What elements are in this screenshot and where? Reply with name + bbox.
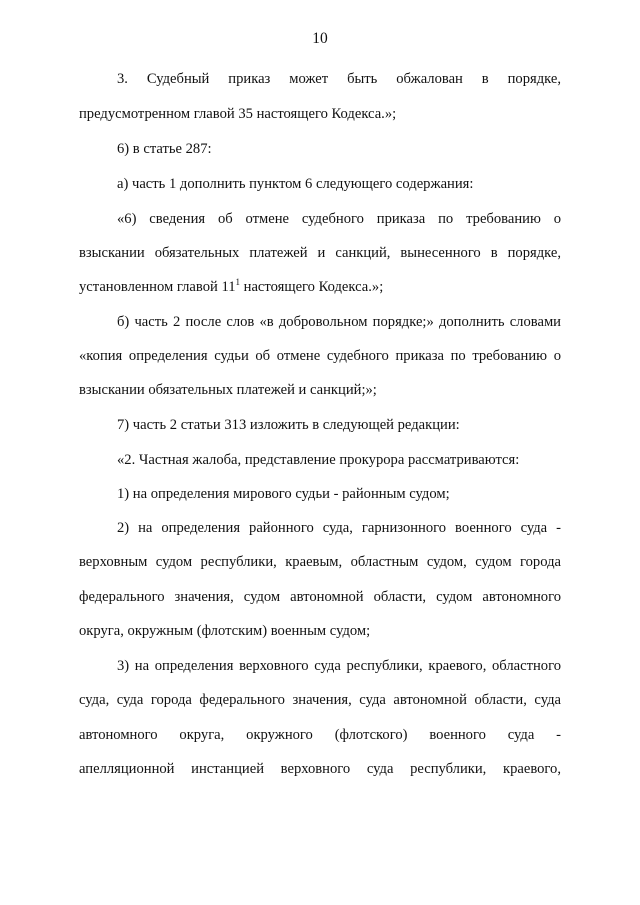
- text-line: предусмотренном главой 35 настоящего Кодекса.»;: [79, 106, 397, 122]
- text-line: [79, 278, 561, 296]
- text-line: 3. Судебный приказ может быть обжалован в порядке,: [117, 71, 561, 87]
- text-line: 7) часть 2 статьи 313 изложить в следующей редакции:: [117, 417, 460, 433]
- text-line: а) часть 1 дополнить пунктом 6 следующего содержания:: [117, 176, 474, 192]
- text-line: взыскании обязательных платежей и санкций, вынесенного в порядке,: [79, 245, 561, 261]
- text-line: верховным судом республики, краевым, областным судом, судом города: [79, 554, 561, 570]
- text-line: «6) сведения об отмене судебного приказа по требованию о: [117, 211, 561, 227]
- text-line: «копия определения судьи об отмене судебного приказа по требованию о: [79, 348, 561, 364]
- text-line: 2) на определения районного суда, гарнизонного военного суда -: [117, 520, 561, 536]
- text-line: «2. Частная жалоба, представление прокурора рассматриваются:: [117, 452, 520, 468]
- text-line: автономного округа, окружного (флотского) военного суда -: [79, 727, 561, 743]
- text-line: округа, окружным (флотским) военным судом;: [79, 623, 371, 639]
- text-line: взыскании обязательных платежей и санкций;»;: [79, 382, 377, 398]
- text-line: б) часть 2 после слов «в добровольном порядке;» дополнить словами: [117, 314, 561, 330]
- text-line: 6) в статье 287:: [117, 141, 212, 157]
- text-fragment: установленном главой 11: [79, 279, 236, 295]
- text-line: суда, суда города федерального значения, суда автономной области, суда: [79, 692, 561, 708]
- superscript: 1: [235, 277, 240, 287]
- text-line: апелляционной инстанцией верховного суда республики, краевого,: [79, 761, 561, 777]
- text-line: 1) на определения мирового судьи - районным судом;: [117, 486, 450, 502]
- text-line: 3) на определения верховного суда республики, краевого, областного: [117, 658, 561, 674]
- page-number: 10: [312, 30, 328, 47]
- text-fragment: настоящего Кодекса.»;: [240, 279, 384, 295]
- text-line: федерального значения, судом автономной области, судом автономного: [79, 589, 561, 605]
